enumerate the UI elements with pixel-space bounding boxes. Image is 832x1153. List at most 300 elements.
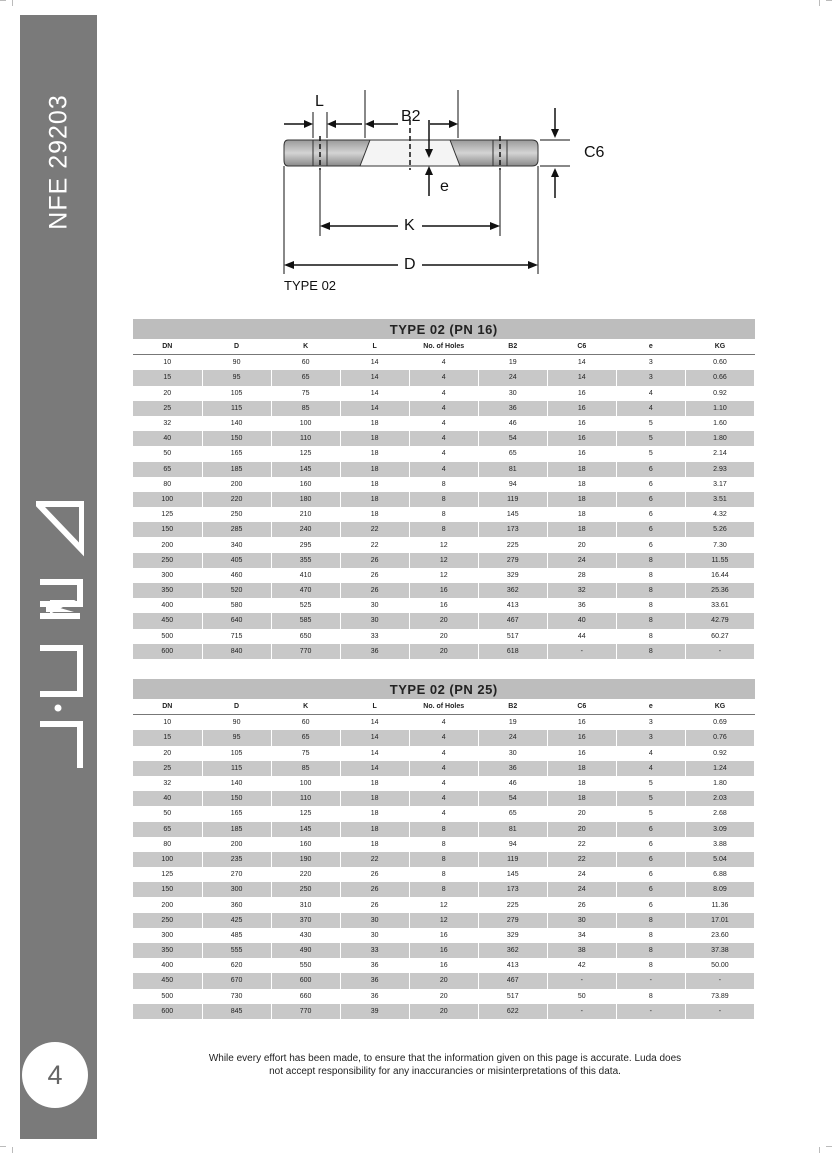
dim-label-k: K [404,217,415,234]
column-header: K [271,339,340,355]
table-cell: - [685,973,754,988]
table-cell: 600 [133,644,202,659]
table-cell: 180 [271,492,340,507]
table-cell: 150 [133,882,202,897]
table-cell: 75 [271,386,340,401]
table-cell: 24 [547,553,616,568]
column-header: KG [685,699,754,715]
table-cell: 8 [409,852,478,867]
table-cell: 2.68 [685,806,754,821]
table-cell: 3.88 [685,837,754,852]
table-cell: 240 [271,522,340,537]
disclaimer-line: While every effort has been made, to ensure that the information given on this page is accurate. Luda does [208,1053,682,1064]
dim-label-e: e [440,178,449,195]
table-cell: 150 [133,522,202,537]
table-cell: 600 [271,973,340,988]
table-cell: 485 [202,928,271,943]
table-cell: 100 [271,776,340,791]
table-cell: 65 [478,806,547,821]
table-cell: 329 [478,928,547,943]
table-cell: 250 [133,913,202,928]
table-cell: 145 [478,507,547,522]
table-cell: 18 [547,462,616,477]
table-row [133,867,755,882]
table-cell: 8 [409,867,478,882]
table-cell: 105 [202,746,271,761]
table-cell: 32 [133,416,202,431]
table-row [133,370,755,385]
table-cell: 3.09 [685,822,754,837]
table-cell: 4 [409,386,478,401]
type-label: TYPE 02 [284,278,337,293]
table-title: TYPE 02 (PN 16) [133,319,755,339]
table-cell: 6 [616,897,685,912]
table-cell: 94 [478,477,547,492]
table-cell: 4 [409,791,478,806]
table-cell: 150 [202,791,271,806]
table-cell: 16 [547,446,616,461]
dim-label-d: D [404,256,416,273]
table-cell: 4 [409,446,478,461]
table-cell: 405 [202,553,271,568]
table-cell: 410 [271,568,340,583]
table-cell: 36 [340,973,409,988]
table-cell: 220 [271,867,340,882]
table-cell: 94 [478,837,547,852]
table-cell: 8 [616,943,685,958]
table-cell: 32 [133,776,202,791]
table-cell: 8 [409,477,478,492]
table-cell: 160 [271,477,340,492]
table-row [133,537,755,552]
table-cell: 200 [133,537,202,552]
table-cell: 200 [133,897,202,912]
disclaimer-line: not accept responsibility for any inaccurancies or misinterpretations of this data. [269,1066,621,1077]
table-cell: 5 [616,416,685,431]
table-cell: 4 [409,370,478,385]
table-cell: 30 [340,598,409,613]
crop-mark [819,0,820,6]
table-cell: 36 [340,989,409,1004]
table-cell: 6 [616,822,685,837]
table-cell: - [616,973,685,988]
disclaimer [150,1052,740,1078]
table-cell: 730 [202,989,271,1004]
table-cell: 20 [547,806,616,821]
table-cell: 6 [616,537,685,552]
crop-mark [12,0,13,6]
table-cell: 12 [409,537,478,552]
table-cell: 6 [616,852,685,867]
table-cell: 200 [202,837,271,852]
table-cell: 650 [271,629,340,644]
table-cell: 12 [409,553,478,568]
table-cell: 4 [409,746,478,761]
table-cell: 300 [133,928,202,943]
table-cell: 600 [133,1004,202,1019]
table-cell: 250 [133,553,202,568]
table-cell: 115 [202,761,271,776]
table-cell: 4 [409,761,478,776]
page-number: 4 [47,1060,63,1090]
table-cell: 620 [202,958,271,973]
table-cell: 3 [616,355,685,371]
table-cell: 6 [616,522,685,537]
table-cell: 8 [616,613,685,628]
table-cell: 14 [340,370,409,385]
table-cell: 34 [547,928,616,943]
spec-table-pn16 [133,319,755,659]
table-row [133,462,755,477]
table-cell: 33 [340,943,409,958]
table-cell: 8 [616,989,685,1004]
table-row [133,837,755,852]
table-cell: 90 [202,355,271,371]
table-row [133,715,755,731]
table-cell: 50 [133,446,202,461]
table-cell: 5 [616,806,685,821]
table-cell: 250 [202,507,271,522]
table-cell: 618 [478,644,547,659]
table-cell: 19 [478,355,547,371]
table-cell: 14 [340,715,409,731]
table-cell: 220 [202,492,271,507]
column-header: B2 [478,339,547,355]
table-cell: 1.80 [685,431,754,446]
table-cell: 8 [409,507,478,522]
table-cell: 8 [616,928,685,943]
table-cell: 46 [478,416,547,431]
table-cell: 33 [340,629,409,644]
table-cell: 18 [547,776,616,791]
table-row [133,882,755,897]
table-cell: 14 [340,401,409,416]
table-cell: 6 [616,882,685,897]
table-cell: 413 [478,958,547,973]
table-cell: 16 [547,746,616,761]
table-cell: 18 [547,507,616,522]
table-cell: 5.26 [685,522,754,537]
table-cell: 22 [340,537,409,552]
table-cell: 5 [616,776,685,791]
table-row [133,598,755,613]
table-cell: 4 [409,416,478,431]
table-row [133,928,755,943]
table-cell: 125 [271,806,340,821]
table-row [133,583,755,598]
table-cell: 33.61 [685,598,754,613]
table-cell: 770 [271,1004,340,1019]
table-cell: 22 [340,522,409,537]
table-row [133,553,755,568]
table-cell: 0.92 [685,386,754,401]
column-header: No. of Holes [409,699,478,715]
table-cell: 14 [547,370,616,385]
table-cell: 20 [409,973,478,988]
table-cell: 18 [547,522,616,537]
table-cell: 2.03 [685,791,754,806]
table-cell: 150 [202,431,271,446]
table-cell: 25.36 [685,583,754,598]
table-cell: 14 [340,355,409,371]
table-cell: 8 [409,522,478,537]
table-cell: 18 [547,791,616,806]
table-cell: 2.93 [685,462,754,477]
table-cell: 24 [547,867,616,882]
table-cell: 500 [133,629,202,644]
table-cell: 30 [547,913,616,928]
table-body [133,355,755,659]
table-cell: 0.60 [685,355,754,371]
table-cell: 23.60 [685,928,754,943]
column-header: DN [133,339,202,355]
table-cell: 115 [202,401,271,416]
table-cell: 3 [616,370,685,385]
table-cell: 119 [478,492,547,507]
table-row [133,568,755,583]
table-row [133,761,755,776]
table-cell: 555 [202,943,271,958]
table-cell: 1.80 [685,776,754,791]
table-cell: 470 [271,583,340,598]
table-cell: 1.10 [685,401,754,416]
table-cell: 22 [547,837,616,852]
table-cell: 200 [202,477,271,492]
table-cell: 0.92 [685,746,754,761]
table-cell: 38 [547,943,616,958]
table-row [133,492,755,507]
table-cell: 54 [478,791,547,806]
table-cell: 520 [202,583,271,598]
table-cell: 3.51 [685,492,754,507]
column-header: C6 [547,699,616,715]
table-cell: 18 [340,477,409,492]
table-cell: 65 [271,370,340,385]
table-cell: 490 [271,943,340,958]
table-row [133,613,755,628]
table-cell: 450 [133,613,202,628]
table-cell: 37.38 [685,943,754,958]
table-cell: 660 [271,989,340,1004]
table-cell: 362 [478,583,547,598]
table-cell: 18 [340,822,409,837]
table-cell: 1.24 [685,761,754,776]
table-cell: 16 [547,401,616,416]
table-cell: 225 [478,897,547,912]
table-cell: 18 [547,477,616,492]
table-cell: 4 [409,776,478,791]
table-cell: 329 [478,568,547,583]
dim-label-b2: B2 [401,108,421,125]
table-row [133,913,755,928]
table-cell: 19 [478,715,547,731]
table-cell: 4 [409,355,478,371]
table-cell: 60.27 [685,629,754,644]
table-cell: 550 [271,958,340,973]
table-cell: 26 [547,897,616,912]
table-cell: 50 [547,989,616,1004]
table-cell: 75 [271,746,340,761]
table-cell: 24 [478,730,547,745]
table-cell: 18 [340,416,409,431]
table-cell: 100 [133,852,202,867]
table-cell: 65 [133,462,202,477]
table-cell: 8 [409,837,478,852]
table-cell: 0.76 [685,730,754,745]
table-cell: 145 [271,822,340,837]
table-cell: 119 [478,852,547,867]
table-cell: 430 [271,928,340,943]
table-cell: 3 [616,730,685,745]
table-cell: 0.66 [685,370,754,385]
column-header: L [340,699,409,715]
table-cell: 30 [340,928,409,943]
crop-mark [819,1147,820,1153]
table-cell: 300 [133,568,202,583]
table-cell: 100 [271,416,340,431]
table-cell: 5 [616,446,685,461]
table-cell: 50 [133,806,202,821]
table-cell: 500 [133,989,202,1004]
table-cell: 26 [340,867,409,882]
column-header: DN [133,699,202,715]
table-cell: 670 [202,973,271,988]
table-cell: 80 [133,477,202,492]
table-row [133,416,755,431]
table-header-row [133,699,755,715]
table-cell: 370 [271,913,340,928]
table-cell: - [685,1004,754,1019]
table-cell: 840 [202,644,271,659]
table-row [133,806,755,821]
table-cell: 6.88 [685,867,754,882]
table-cell: 362 [478,943,547,958]
dim-label-l: L [315,93,324,110]
table-cell: 16 [409,958,478,973]
table-cell: 15 [133,730,202,745]
table-cell: 4 [616,401,685,416]
table-cell: 110 [271,431,340,446]
table-cell: 310 [271,897,340,912]
table-cell: 450 [133,973,202,988]
column-header: C6 [547,339,616,355]
table-row [133,507,755,522]
table-cell: 50.00 [685,958,754,973]
table-cell: 235 [202,852,271,867]
table-cell: 16 [547,386,616,401]
table-cell: 340 [202,537,271,552]
table-cell: 173 [478,522,547,537]
column-header: e [616,699,685,715]
table-cell: 36 [547,598,616,613]
table-row [133,730,755,745]
table-cell: 26 [340,553,409,568]
table-cell: 14 [547,355,616,371]
table-cell: 360 [202,897,271,912]
table-cell: 4.32 [685,507,754,522]
table-cell: 145 [478,867,547,882]
table-cell: 16 [409,583,478,598]
table-cell: 81 [478,822,547,837]
dim-label-c6: C6 [584,144,605,161]
table-cell: 300 [202,882,271,897]
table-cell: 42 [547,958,616,973]
table-cell: 185 [202,822,271,837]
table-cell: 16 [547,730,616,745]
table-cell: 400 [133,598,202,613]
table-cell: 18 [340,507,409,522]
table-cell: 18 [340,462,409,477]
table-cell: 467 [478,613,547,628]
table-cell: 4 [409,715,478,731]
table-cell: 6 [616,492,685,507]
table-cell: 6 [616,837,685,852]
table-cell: 6 [616,507,685,522]
crop-mark [12,1147,13,1153]
table-cell: 1.60 [685,416,754,431]
table-cell: 73.89 [685,989,754,1004]
table-cell: 81 [478,462,547,477]
table-row [133,401,755,416]
table-row [133,822,755,837]
table-cell: 36 [340,644,409,659]
table-cell: 24 [478,370,547,385]
table-cell: 845 [202,1004,271,1019]
table-cell: 413 [478,598,547,613]
table-cell: 165 [202,446,271,461]
table-cell: 30 [478,386,547,401]
flange-diagram [270,90,630,305]
standard-title: NFE 29203 [44,94,73,230]
table-cell: 525 [271,598,340,613]
flange-drawing [270,90,630,305]
table-cell: 18 [340,776,409,791]
table-cell: 26 [340,882,409,897]
table-cell: 770 [271,644,340,659]
column-header: e [616,339,685,355]
table-cell: 4 [616,761,685,776]
table-cell: 4 [616,746,685,761]
table-cell: 4 [409,462,478,477]
table-cell: 11.55 [685,553,754,568]
table-cell: 20 [133,386,202,401]
table-cell: 8 [409,882,478,897]
table-cell: 400 [133,958,202,973]
table-cell: 14 [340,746,409,761]
table-cell: 30 [478,746,547,761]
table-cell: 4 [409,806,478,821]
table-cell: 36 [340,958,409,973]
column-header: L [340,339,409,355]
table-cell: 467 [478,973,547,988]
table-cell: - [685,644,754,659]
table-row [133,477,755,492]
table-row [133,897,755,912]
table-cell: 350 [133,943,202,958]
table-cell: 20 [409,989,478,1004]
table-cell: 40 [133,791,202,806]
table-cell: 46 [478,776,547,791]
table-cell: 18 [340,431,409,446]
table-cell: - [547,644,616,659]
table-cell: 460 [202,568,271,583]
table-cell: 517 [478,629,547,644]
table-cell: 16 [409,928,478,943]
table-cell: 350 [133,583,202,598]
table-cell: 6 [616,867,685,882]
table-cell: 18 [340,446,409,461]
table-cell: 6 [616,462,685,477]
